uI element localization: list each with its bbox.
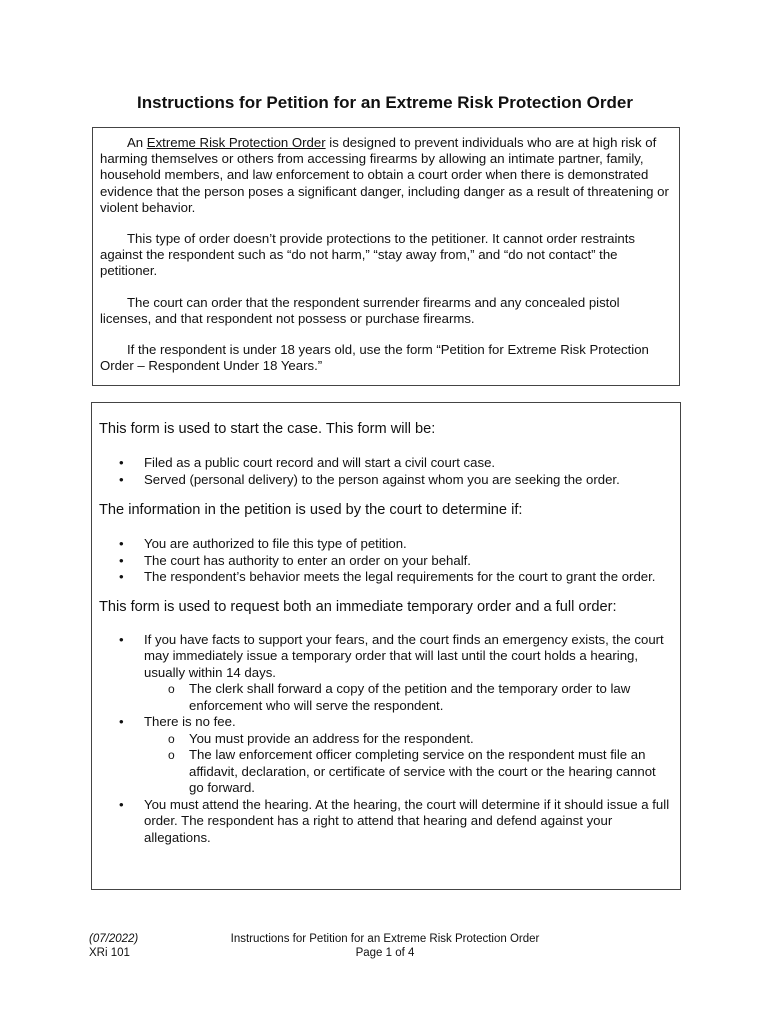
- intro-paragraph-1: [100, 135, 669, 216]
- intro-p2-text: This type of order doesn’t provide protections to the petitioner. It cannot order restraints against the respondent such as “do not harm,” “stay away from,” and “do not contact” the petitioner.: [100, 231, 635, 279]
- erpo-term: Extreme Risk Protection Order: [146, 135, 326, 150]
- footer-page-number: Page 1 of 4: [355, 947, 415, 959]
- footer-doc-title: Instructions for Petition for an Extreme Risk Protection Order: [230, 933, 540, 945]
- sub-list-item: o You must provide an address for the respondent.: [144, 731, 670, 748]
- footer-doc-info: [230, 932, 540, 960]
- intro-p3-text: The court can order that the respondent surrender firearms and any concealed pistol licenses, and that respondent not possess or purchase firearms.: [100, 294, 620, 326]
- list-item: • The respondent’s behavior meets the legal requirements for the court to grant the order.: [99, 569, 670, 586]
- intro-paragraph-4: [100, 342, 669, 374]
- sub-list: [144, 731, 670, 797]
- list-item: • Served (personal delivery) to the person against whom you are seeking the order.: [99, 472, 670, 489]
- list-item: • The court has authority to enter an order on your behalf.: [99, 553, 670, 570]
- intro-p1-after: is designed to prevent individuals who are at high risk of harming themselves or others from accessing firearms by allowing an intimate partner, family, household members, and law enforcement to obtain a court order when there is demonstrated evidence that the person poses a significant danger, including danger as a result of threatening or violent behavior.: [100, 135, 669, 215]
- intro-p1-before: An: [127, 135, 147, 150]
- intro-p4-text: If the respondent is under 18 years old, use the form “Petition for Extreme Risk Protection Order – Respondent Under 18 Years.”: [100, 342, 649, 374]
- list-item: • Filed as a public court record and will start a civil court case.: [99, 455, 670, 472]
- start-case-heading: This form is used to start the case. This form will be:: [99, 421, 436, 437]
- determine-heading: The information in the petition is used by the court to determine if:: [99, 502, 523, 518]
- list-item: • You are authorized to file this type of petition.: [99, 536, 670, 553]
- form-usage-box: [91, 402, 681, 890]
- footer-form-code: XRi 101: [89, 947, 130, 959]
- intro-paragraph-2: [100, 231, 669, 280]
- footer-form-info: [89, 932, 138, 960]
- intro-box: [92, 127, 680, 386]
- start-case-list: [99, 455, 670, 488]
- no-fee-text: There is no fee.: [144, 714, 236, 729]
- sub-list: [144, 681, 670, 714]
- request-heading: This form is used to request both an immediate temporary order and a full order:: [99, 598, 617, 615]
- footer-date: (07/2022): [89, 933, 139, 945]
- sub-list-item: o The clerk shall forward a copy of the petition and the temporary order to law enforcement who will serve the respondent.: [144, 681, 670, 714]
- determine-list: [99, 536, 670, 586]
- intro-paragraph-3: [100, 295, 669, 327]
- page-title: Instructions for Petition for an Extreme Risk Protection Order: [137, 93, 633, 112]
- sub-list-item: o The law enforcement officer completing service on the respondent must file an affidavit, declaration, or certificate of service with the court or the hearing cannot go forward.: [144, 747, 670, 797]
- list-item: • You must attend the hearing. At the hearing, the court will determine if it should issue a full order. The respondent has a right to attend that hearing and defend against your allegations.: [99, 797, 670, 847]
- list-item: [99, 632, 670, 715]
- list-item: [99, 714, 670, 797]
- temporary-order-text: If you have facts to support your fears, and the court finds an emergency exists, the court may immediately issue a temporary order that will last until the court holds a hearing, usually within 14 days.: [144, 631, 664, 680]
- request-list: [99, 632, 670, 847]
